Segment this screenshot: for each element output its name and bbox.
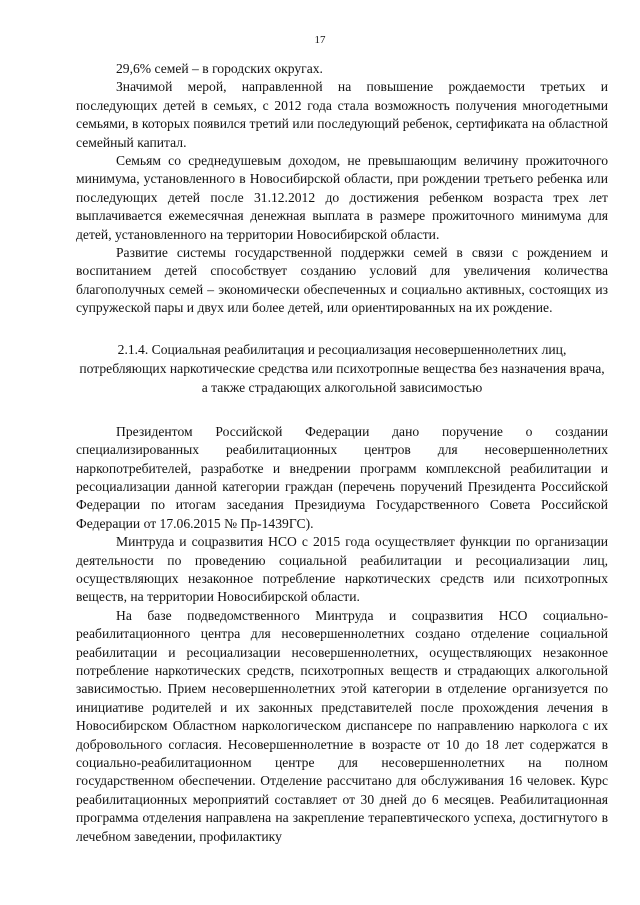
page-number: 17 [314,34,326,46]
section-heading: 2.1.4. Социальная реабилитация и ресоциализация несовершеннолетних лиц, потребляющих наркотические средства или психотропные вещества без назначения врача, а также страдающих алкогольной зависимостью [79,341,605,395]
paragraph-urban-districts: 29,6% семей – в городских округах. [116,61,323,76]
paragraph-family-support: Развитие системы государственной поддержки семей в связи с рождением и воспитанием детей способствует созданию условий для увеличения количества благополучных семей – экономически обеспеченных и социально активных, состоящих из супружеской пары и двух или более детей, или ориентированных на их рождение. [76,245,608,316]
paragraph-presidential-order: Президентом Российской Федерации дано поручение о создании специализированных реабилитационных центров для несовершеннолетних наркопотребителей, разработке и внедрении программ комплексной реабилитации и ресоциализации данной категории граждан (перечень поручений Президента Российской Федерации по итогам заседания Президиума Государственного Совета Российской Федерации от 17.06.2015 № Пр-1439ГС). [76,423,608,531]
document-body [76,60,608,846]
paragraph-family-capital: Значимой мерой, направленной на повышение рождаемости третьих и последующих детей в семьях, с 2012 года стала возможность получения многодетными семьями, в которых появился третий или последующий ребенок, сертификата на областной семейный капитал. [76,79,608,150]
paragraph-rehabilitation-center: На базе подведомственного Минтруда и соцразвития НСО социально-реабилитационного центра для несовершеннолетних создано отделение социальной реабилитации и ресоциализации несовершеннолетних, осуществляющих незаконное потребление наркотических средств, психотропных веществ и страдающих алкогольной зависимостью. Прием несовершеннолетних этой категории в отделение организуется по инициативе родителей и их законных представителей после прохождения лечения в Новосибирском Областном наркологическом диспансере по направлению нарколога с их добровольного согласия. Несовершеннолетние в возрасте от 10 до 18 лет содержатся в социально-реабилитационном центре для несовершеннолетних на полном государственном обеспечении. Отделение рассчитано для обслуживания 16 человек. Курс реабилитационных мероприятий составляет от 30 дней до 6 месяцев. Реабилитационная программа отделения направлена на закрепление терапевтического успеха, достигнутого в лечебном заведении, профилактику [76,607,608,844]
paragraph-monthly-payment: Семьям со среднедушевым доходом, не превышающим величину прожиточного минимума, установленного в Новосибирской области, при рождении третьего ребенка или последующих детей после 31.12.2012 до достижения ребенком возраста трех лет выплачивается ежемесячная денежная выплата в размере прожиточного минимума для детей, установленного на территории Новосибирской области. [76,153,608,242]
paragraph-ministry-functions: Минтруда и соцразвития НСО с 2015 года осуществляет функции по организации деятельности по проведению социальной реабилитации и ресоциализации лиц, осуществляющих незаконное потребление наркотических средств или психотропных веществ, на территории Новосибирской области. [76,534,608,605]
